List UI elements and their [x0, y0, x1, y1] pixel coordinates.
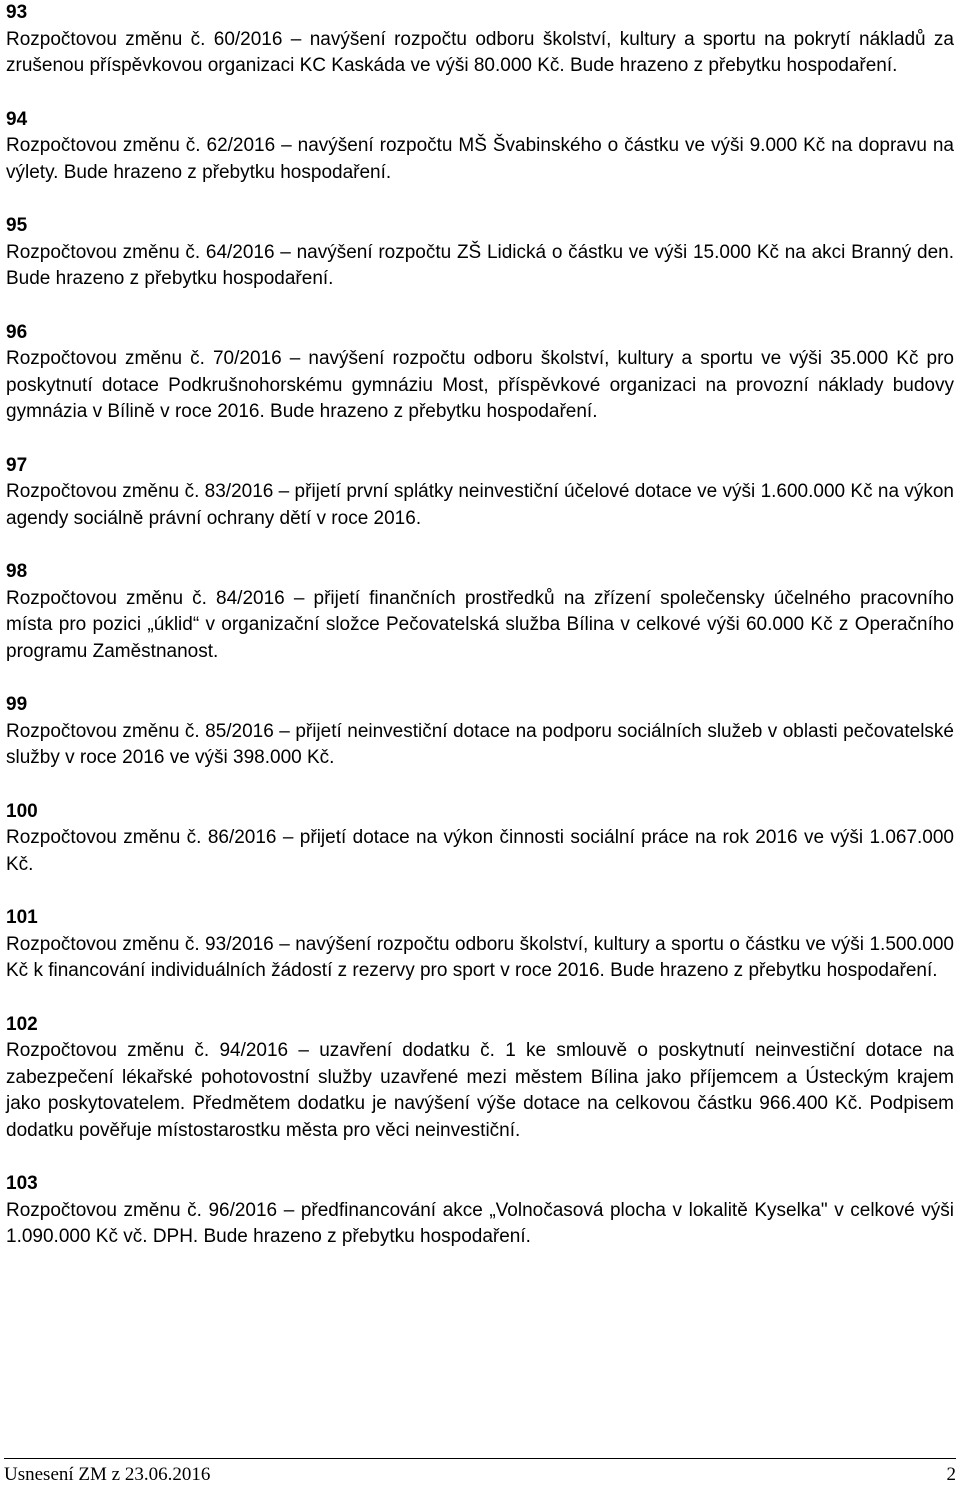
resolution-number: 94 [6, 108, 28, 130]
resolution-text: Rozpočtovou změnu č. 86/2016 – přijetí dotace na výkon činnosti sociální práce na rok 2016 ve výši 1.067.000 Kč. [6, 827, 954, 875]
page-footer [4, 1458, 956, 1486]
resolution-number: 95 [6, 215, 28, 236]
resolution-text: Rozpočtovou změnu č. 96/2016 – předfinancování akce „Volnočasová plocha v lokalitě Kyselka" v celkové výši 1.090.000 Kč vč. DPH. Bude hrazeno z přebytku hospodaření. [6, 1199, 954, 1247]
resolution-94 [6, 107, 954, 187]
resolution-text: Rozpočtovou změnu č. 62/2016 – navýšení rozpočtu MŠ Švabinského o částku ve výši 9.000 Kč na dopravu na výlety. Bude hrazeno z přebytku hospodaření. [6, 135, 954, 183]
resolution-text: Rozpočtovou změnu č. 64/2016 – navýšení rozpočtu ZŠ Lidická o částku ve výši 15.000 Kč na akci Branný den. Bude hrazeno z přebytku hospodaření. [6, 241, 954, 289]
resolution-text: Rozpočtovou změnu č. 85/2016 – přijetí neinvestiční dotace na podporu sociálních služeb v oblasti pečovatelské služby v roce 2016 ve výši 398.000 Kč. [6, 720, 954, 768]
resolution-99 [6, 692, 954, 772]
resolution-number: 103 [6, 1173, 38, 1194]
document-page [6, 0, 954, 1251]
resolution-98 [6, 559, 954, 665]
resolution-number: 93 [6, 2, 28, 23]
resolution-number: 100 [6, 800, 38, 822]
resolution-number: 99 [6, 694, 28, 715]
resolution-text: Rozpočtovou změnu č. 94/2016 – uzavření dodatku č. 1 ke smlouvě o poskytnutí neinvestiční dotace na zabezpečení lékařské pohotovostní služby uzavřené mezi městem Bílina jako příjemcem a Ústeckým krajem jako poskytovatelem. Předmětem dodatku je navýšení výše dotace na celkovou částku 966.400 Kč. Podpisem dodatku pověřuje místostarostku města pro věci neinvestiční. [6, 1040, 954, 1141]
resolution-93 [6, 0, 954, 80]
page-number: 2 [946, 1464, 956, 1485]
resolution-number: 102 [6, 1013, 38, 1035]
resolution-number: 101 [6, 907, 38, 928]
resolution-text: Rozpočtovou změnu č. 70/2016 – navýšení rozpočtu odboru školství, kultury a sportu ve výši 35.000 Kč pro poskytnutí dotace Podkrušnohorskému gymnáziu Most, příspěvkové organizaci na provozní náklady budovy gymnázia v Bílině v roce 2016. Bude hrazeno z přebytku hospodaření. [6, 348, 954, 422]
resolution-number: 96 [6, 321, 28, 343]
footer-title: Usnesení ZM z 23.06.2016 [4, 1464, 211, 1485]
resolution-text: Rozpočtovou změnu č. 83/2016 – přijetí první splátky neinvestiční účelové dotace ve výši 1.600.000 Kč na výkon agendy sociálně právní ochrany dětí v roce 2016. [6, 481, 954, 529]
resolution-text: Rozpočtovou změnu č. 84/2016 – přijetí finančních prostředků na zřízení společensky účelného pracovního místa pro pozici „úklid“ v organizační složce Pečovatelská služba Bílina v celkové výši 60.000 Kč z Operačního programu Zaměstnanost. [6, 587, 954, 662]
resolution-103 [6, 1171, 954, 1251]
resolution-101 [6, 905, 954, 985]
resolution-100 [6, 799, 954, 879]
resolution-text: Rozpočtovou změnu č. 93/2016 – navýšení rozpočtu odboru školství, kultury a sportu o částku ve výši 1.500.000 Kč k financování individuálních žádostí z rezervy pro sport v roce 2016. Bude hrazeno z přebytku hospodaření. [6, 933, 954, 981]
resolution-text: Rozpočtovou změnu č. 60/2016 – navýšení rozpočtu odboru školství, kultury a sportu na pokrytí nákladů za zrušenou příspěvkovou organizaci KC Kaskáda ve výši 80.000 Kč. Bude hrazeno z přebytku hospodaření. [6, 28, 954, 76]
resolution-number: 98 [6, 561, 28, 582]
resolution-102 [6, 1012, 954, 1145]
resolution-97 [6, 453, 954, 533]
resolution-96 [6, 320, 954, 426]
resolution-number: 97 [6, 454, 28, 476]
resolution-95 [6, 213, 954, 293]
